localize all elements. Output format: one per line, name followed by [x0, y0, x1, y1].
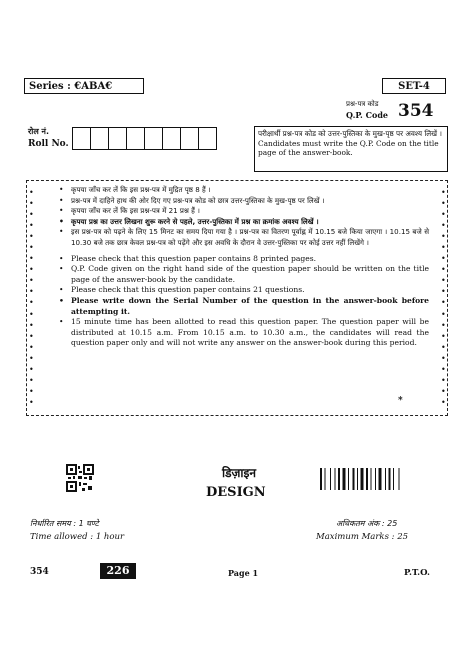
border-bullet-icon: •	[441, 309, 446, 319]
bullet-icon: •	[59, 295, 64, 305]
border-bullet-icon: •	[29, 221, 34, 231]
bullet-icon: •	[59, 264, 64, 274]
border-bullet-icon: •	[441, 243, 446, 253]
barcode-icon	[320, 468, 412, 490]
instruction-text: कृपया प्रश्न का उत्तर लिखना शुरू करने से पहले, उत्तर-पुस्तिका में प्रश्न का क्रमांक अवश्य लिखें ।	[71, 216, 319, 226]
border-bullet-icon: •	[29, 265, 34, 275]
border-bullet-icon: •	[441, 364, 446, 374]
time-allowed: Time allowed : 1 hour	[30, 532, 125, 542]
instruction-text: इस प्रश्न-पत्र को पढ़ने के लिए 15 मिनट का समय दिया गया है । प्रश्न-पत्र का वितरण पूर्वाह्न में 10.15 बजे किया जाएगा । 10.15 बजे से 10.30 बजे तक छात्र केवल प्रश्न-पत्र को पढ़ेंगे और इस अवधि के दौरान वे उत्तर-पुस्तिका पर कोई उत्तर नहीं लिखेंगे ।	[71, 227, 429, 247]
bullet-icon: •	[59, 285, 64, 295]
instruction-text: Please check that this question paper contains 8 printed pages.	[71, 253, 317, 263]
border-bullet-icon: •	[441, 375, 446, 385]
qp-code-label: Q.P. Code	[346, 110, 389, 120]
instruction-item	[59, 317, 429, 349]
bullet-icon: •	[59, 206, 64, 216]
border-bullet-icon: •	[29, 364, 34, 374]
page-number: Page 1	[228, 568, 259, 578]
roll-no-grid	[72, 127, 216, 150]
bullet-icon: •	[59, 227, 64, 237]
border-bullet-icon: •	[29, 397, 34, 407]
maximum-marks-hindi: अधिकतम अंक : 25	[336, 519, 398, 528]
border-bullet-icon: •	[29, 331, 34, 341]
border-bullet-icon: •	[29, 276, 34, 286]
instruction-item	[59, 206, 429, 217]
border-bullet-icon: •	[441, 287, 446, 297]
border-bullet-icon: •	[29, 298, 34, 308]
instruction-text: प्रश्न-पत्र में दाहिने हाथ की ओर दिए गए प्रश्न-पत्र कोड को छात्र उत्तर-पुस्तिका के मुख-पृष्ठ पर लिखें ।	[71, 195, 325, 205]
border-bullet-icon: •	[29, 254, 34, 264]
border-bullet-icon: •	[29, 232, 34, 242]
roll-no-cell	[180, 127, 199, 150]
qr-code-icon	[66, 464, 94, 492]
instruction-text: कृपया जाँच कर लें कि इस प्रश्न-पत्र में 21 प्रश्न हैं ।	[71, 206, 200, 216]
instruction-text: Q.P. Code given on the right hand side of the question paper should be written on the title page of the answer-book by the candidate.	[71, 264, 429, 284]
subject-name: DESIGN	[206, 485, 266, 500]
bullet-icon: •	[59, 317, 64, 327]
time-allowed-hindi: निर्धारित समय : 1 घण्टे	[30, 519, 99, 528]
hindi-instructions	[35, 185, 439, 249]
roll-no-cell	[162, 127, 181, 150]
footer-number-box: 226	[100, 563, 136, 579]
bullet-icon: •	[59, 253, 64, 263]
instruction-item	[59, 217, 429, 228]
border-bullet-icon: •	[29, 375, 34, 385]
border-bullet-icon: •	[29, 342, 34, 352]
roll-no-cell	[126, 127, 145, 150]
instruction-english: Candidates must write the Q.P. Code on the title page of the answer-book.	[258, 138, 439, 158]
subject-name-hindi: डिज़ाइन	[222, 466, 257, 480]
instruction-text: 15 minute time has been allotted to read this question paper. The question paper will be distributed at 10.15 a.m. From 10.15 a.m. to 10.30 a.m., the candidates will read the question paper only and will not write any answer on the answer-book during this period.	[71, 317, 429, 348]
instruction-item	[59, 196, 429, 207]
border-bullet-icon: •	[29, 309, 34, 319]
left-bullet-column	[29, 189, 33, 407]
qp-code-instruction-box	[254, 126, 448, 172]
instruction-text: Please check that this question paper contains 21 questions.	[71, 285, 305, 295]
border-bullet-icon: •	[441, 397, 446, 407]
border-bullet-icon: •	[441, 188, 446, 197]
roll-no-label: Roll No.	[28, 139, 69, 149]
border-bullet-icon: •	[441, 276, 446, 286]
border-bullet-icon: •	[441, 254, 446, 264]
pto-label: P.T.O.	[404, 568, 430, 578]
set-label: SET-4	[382, 78, 446, 94]
instruction-item	[59, 285, 429, 296]
border-bullet-icon: •	[441, 298, 446, 308]
bullet-icon: •	[59, 195, 64, 205]
border-bullet-icon: •	[441, 210, 446, 220]
border-bullet-icon: •	[29, 353, 34, 363]
general-instructions-box	[26, 180, 448, 416]
border-bullet-icon: •	[441, 199, 446, 209]
border-bullet-icon: •	[441, 320, 446, 330]
border-bullet-icon: •	[441, 331, 446, 341]
instruction-item	[59, 185, 429, 196]
instruction-item	[59, 227, 429, 248]
border-bullet-icon: •	[441, 232, 446, 242]
border-bullet-icon: •	[441, 386, 446, 396]
roll-no-cell	[144, 127, 163, 150]
roll-no-cell	[198, 127, 217, 150]
qp-code-label-hindi: प्रश्न-पत्र कोड	[346, 100, 379, 108]
qp-code-number: 354	[398, 101, 434, 121]
instruction-item	[59, 296, 429, 317]
series-label: Series : €ABA€	[24, 78, 144, 94]
maximum-marks: Maximum Marks : 25	[316, 532, 409, 542]
border-bullet-icon: •	[29, 386, 34, 396]
border-bullet-icon: •	[441, 221, 446, 231]
border-bullet-icon: •	[29, 243, 34, 253]
border-bullet-icon: •	[29, 287, 34, 297]
border-bullet-icon: •	[29, 188, 34, 197]
instruction-item	[59, 264, 429, 285]
bullet-icon: •	[59, 216, 64, 226]
border-bullet-icon: •	[29, 210, 34, 220]
instruction-hindi: परीक्षार्थी प्रश्न-पत्र कोड को उत्तर-पुस्तिका के मुख-पृष्ठ पर अवश्य लिखें ।	[258, 129, 442, 138]
roll-no-label-hindi: रोल नं.	[28, 127, 50, 136]
border-bullet-icon: •	[441, 265, 446, 275]
border-bullet-icon: •	[29, 199, 34, 209]
footer-qp-code: 354	[30, 567, 49, 577]
instruction-item	[59, 254, 429, 265]
english-instructions	[35, 254, 439, 349]
roll-no-cell	[72, 127, 91, 150]
instruction-text: कृपया जाँच कर लें कि इस प्रश्न-पत्र में मुद्रित पृष्ठ 8 हैं ।	[71, 185, 211, 194]
roll-no-cell	[108, 127, 127, 150]
border-bullet-icon: •	[29, 320, 34, 330]
star-mark: *	[398, 396, 403, 406]
instruction-text: Please write down the Serial Number of the question in the answer-book before attempting it.	[71, 295, 429, 316]
border-bullet-icon: •	[441, 342, 446, 352]
border-bullet-icon: •	[441, 353, 446, 363]
bullet-icon: •	[59, 185, 64, 194]
roll-no-cell	[90, 127, 109, 150]
right-bullet-column	[441, 189, 445, 407]
